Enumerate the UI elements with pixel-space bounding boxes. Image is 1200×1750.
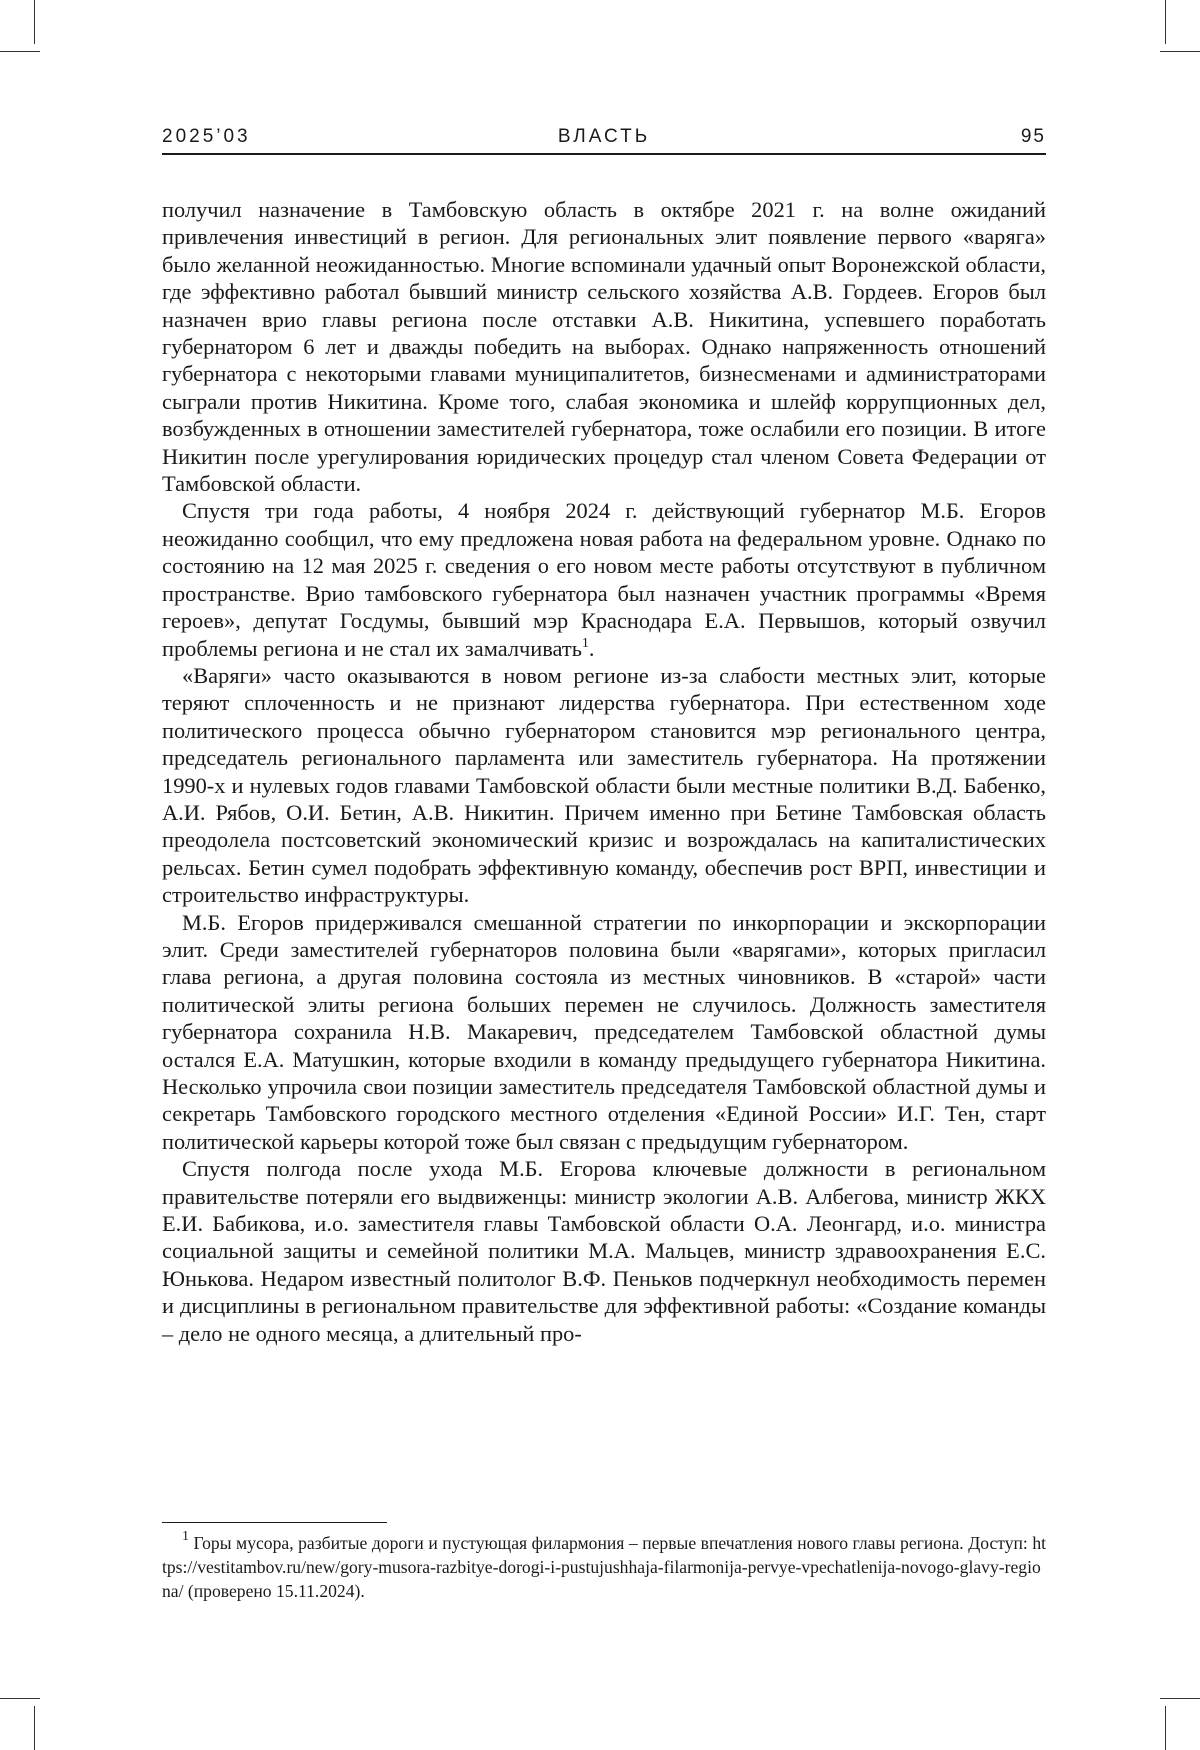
crop-mark [0,51,40,52]
running-header [162,126,1046,152]
paragraph-text: Спустя три года работы, 4 ноября 2024 г. действующий губернатор М.Б. Егоров неожиданно сообщил, что ему предложена новая работа на федеральном уровне. Однако по состоянию на 12 мая 2025 г. сведения о его новом месте работы отсутствуют в публичном пространстве. Врио тамбовского губернатора был назначен участник программы «Время героев», депутат Госдумы, бывший мэр Краснодара Е.А. Первышов, который озвучил проблемы региона и не стал их замалчивать [162,498,1046,661]
footnote-marker: 1 [182,1529,189,1544]
footnote-text: Горы мусора, разбитые дороги и пустующая филармония – первые впечатления нового главы региона. Доступ: [193,1533,1033,1553]
page-number: 95 [1020,126,1046,147]
journal-title: ВЛАСТЬ [557,126,651,147]
issue-number: 2025’03 [162,126,251,147]
crop-mark [34,1706,35,1750]
footnote-link[interactable]: https://vestitambov.ru/new/gory-musora-razbitye-dorogi-i-pustujushhaja-filarmonija-pervye-vpechatlenija-novogo-glavy-regiona/ [162,1533,1047,1601]
crop-mark [1160,51,1200,52]
paragraph: «Варяги» часто оказываются в новом регионе из-за слабости местных элит, которые теряют сплоченность и не признают лидерства губернатора. При естественном ходе политического процесса обычно губернатором становится мэр регионального центра, председатель регионального парламента или заместитель губернатора. На протяжении 1990-х и нулевых годов главами Тамбовской области были местные политики В.Д. Бабенко, А.И. Рябов, О.И. Бетин, А.В. Никитин. Причем именно при Бетине Тамбовская область преодолела постсоветский экономический кризис и возрождалась на капиталистических рельсах. Бетин сумел подобрать эффективную команду, обеспечив рост ВРП, инвестиции и строительство инфраструктуры. [162,662,1046,908]
header-rule [162,153,1046,155]
crop-mark [34,0,35,44]
footnote-reference[interactable]: 1 [581,635,589,651]
crop-mark [1160,1698,1200,1699]
crop-mark [1165,1706,1166,1750]
paragraph [162,497,1046,661]
paragraph-end: . [588,635,595,661]
crop-mark [1165,0,1166,44]
footnote-rule [162,1522,387,1523]
footnote-checked: (проверено 15.11.2024). [183,1580,365,1601]
footnote [162,1529,1047,1603]
paragraph: Спустя полгода после ухода М.Б. Егорова ключевые должности в региональном правительстве потеряли его выдвиженцы: министр экологии А.В. Албегова, министр ЖКХ Е.И. Бабикова, и.о. заместителя главы Тамбовской области О.А. Леонгард, и.о. министра социальной защиты и семейной политики М.А. Мальцев, министр здравоохранения Е.С. Юнькова. Недаром известный политолог В.Ф. Пеньков подчеркнул необходимость перемен и дисциплины в региональном правительстве для эффективной работы: «Создание команды – дело не одного месяца, а длительный про- [162,1156,1046,1346]
crop-mark [0,1698,40,1699]
paragraph: М.Б. Егоров придерживался смешанной стратегии по инкорпорации и экскорпорации элит. Среди заместителей губернаторов половина были «варягами», которых пригласил глава региона, а другая половина состояла из местных чиновников. В «старой» части политической элиты региона больших перемен не случилось. Должность заместителя губернатора сохранила Н.В. Макаревич, председателем Тамбовской областной думы остался Е.А. Матушкин, которые входили в команду предыдущего губернатора Никитина. Несколько упрочила свои позиции заместитель председателя Тамбовской областной думы и секретарь Тамбовского городского местного отделения «Единой России» И.Г. Тен, старт политической карьеры которой тоже был связан с предыдущим губернатором. [162,909,1046,1154]
article-body [162,196,1046,1347]
paragraph: получил назначение в Тамбовскую область в октябре 2021 г. на волне ожиданий привлечения инвестиций в регион. Для региональных элит появление первого «варяга» было желанной неожиданностью. Многие вспоминали удачный опыт Воронежской области, где эффективно работал бывший министр сельского хозяйства А.В. Гордеев. Егоров был назначен врио главы региона после отставки А.В. Никитина, успевшего поработать губернатором 6 лет и дважды победить на выборах. Однако напряженность отношений губернатора с некоторыми главами муниципалитетов, бизнесменами и администраторами сыграли против Никитина. Кроме того, слабая экономика и шлейф коррупционных дел, возбужденных в отношении заместителей губернатора, тоже ослабили его позиции. В итоге Никитин после урегулирования юридических процедур стал членом Совета Федерации от Тамбовской области. [162,197,1046,497]
